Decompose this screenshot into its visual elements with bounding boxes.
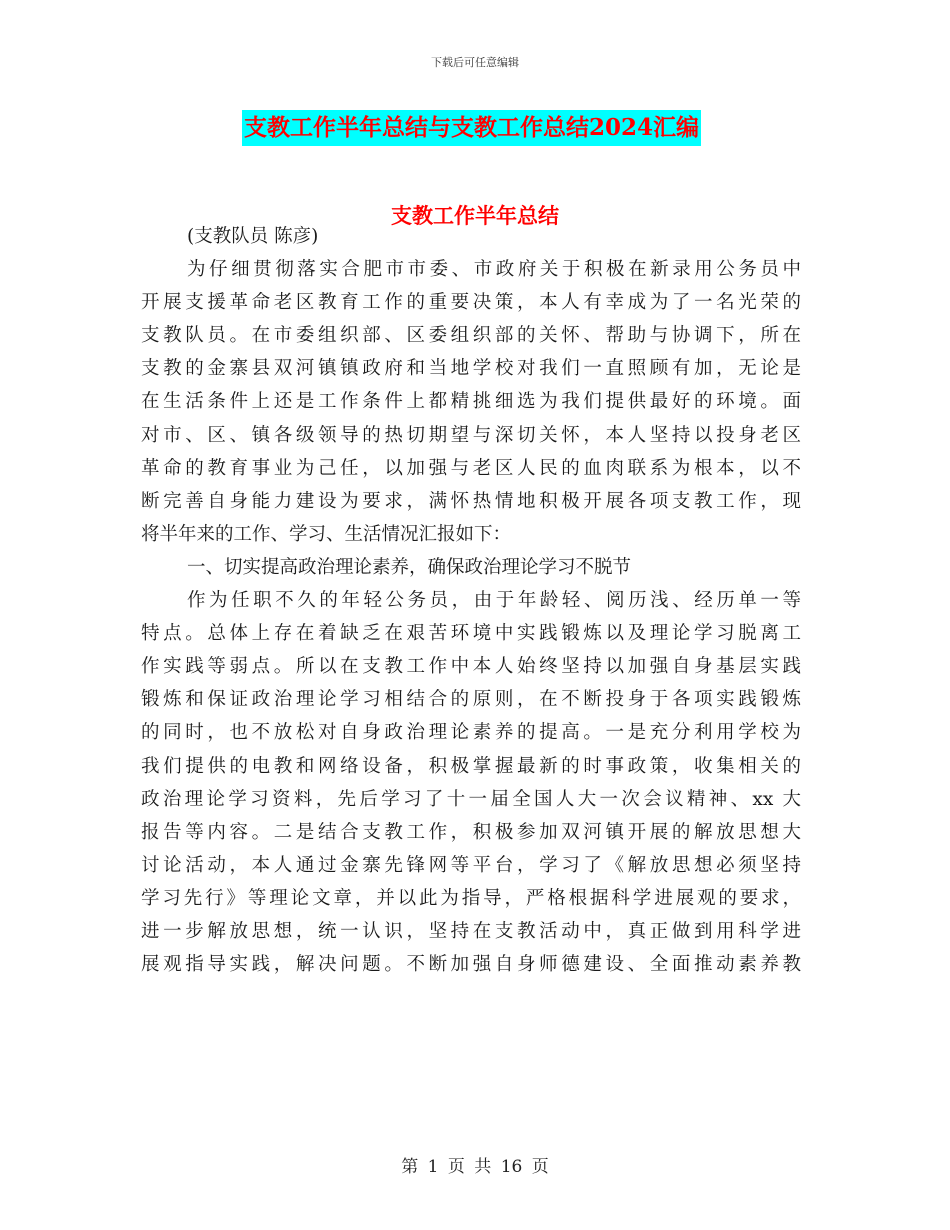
text-line: 锻炼和保证政治理论学习相结合的原则，在不断投身于各项实践锻炼 [141, 689, 801, 711]
text-line: (支教队员 陈彦) [187, 226, 319, 247]
text-line: 断完善自身能力建设为要求，满怀热情地积极开展各项支教工作，现 [141, 490, 801, 512]
text-line: 作为任职不久的年轻公务员，由于年龄轻、阅历浅、经历单一等 [187, 590, 801, 612]
text-line: 我们提供的电教和网络设备，积极掌握最新的时事政策，收集相关的 [141, 755, 801, 777]
page-footer: 第 1 页 共 16 页 [401, 1157, 549, 1177]
text-line: 讨论活动，本人通过金寨先锋网等平台，学习了《解放思想必须坚持 [141, 854, 801, 876]
text-line: 展观指导实践，解决问题。不断加强自身师德建设、全面推动素养教 [141, 954, 801, 976]
text-line: 革命的教育事业为己任，以加强与老区人民的血肉联系为根本，以不 [141, 457, 801, 479]
text-line: 为仔细贯彻落实合肥市市委、市政府关于积极在新录用公务员中 [187, 259, 801, 281]
text-line: 进一步解放思想，统一认识，坚持在支教活动中，真正做到用科学进 [141, 920, 801, 942]
text-line: 开展支援革命老区教育工作的重要决策，本人有幸成为了一名光荣的 [141, 292, 801, 314]
text-line: 支教队员。在市委组织部、区委组织部的关怀、帮助与协调下，所在 [141, 325, 801, 347]
text-line: 将半年来的工作、学习、生活情况汇报如下： [141, 523, 512, 545]
text-line: 学习先行》等理论文章，并以此为指导，严格根据科学进展观的要求， [141, 887, 801, 909]
body-text [141, 220, 801, 981]
text-line: 的同时，也不放松对自身政治理论素养的提高。一是充分利用学校为 [141, 722, 801, 744]
section-title: 支教工作半年总结 [391, 203, 559, 228]
main-title: 支教工作半年总结与支教工作总结2024汇编 [242, 110, 701, 146]
text-line: 特点。总体上存在着缺乏在艰苦环境中实践锻炼以及理论学习脱离工 [141, 623, 801, 645]
text-line: 作实践等弱点。所以在支教工作中本人始终坚持以加强自身基层实践 [141, 656, 801, 678]
text-line: 对市、区、镇各级领导的热切期望与深切关怀，本人坚持以投身老区 [141, 424, 801, 446]
text-line: 支教的金寨县双河镇镇政府和当地学校对我们一直照顾有加，无论是 [141, 358, 801, 380]
text-line: 报告等内容。二是结合支教工作，积极参加双河镇开展的解放思想大 [141, 821, 801, 843]
text-line: 在生活条件上还是工作条件上都精挑细选为我们提供最好的环境。面 [141, 391, 801, 413]
text-line: 一、切实提高政治理论素养，确保政治理论学习不脱节 [187, 556, 632, 578]
text-line: 政治理论学习资料，先后学习了十一届全国人大一次会议精神、xx 大 [141, 788, 801, 810]
header-note: 下载后可任意编辑 [431, 56, 519, 69]
